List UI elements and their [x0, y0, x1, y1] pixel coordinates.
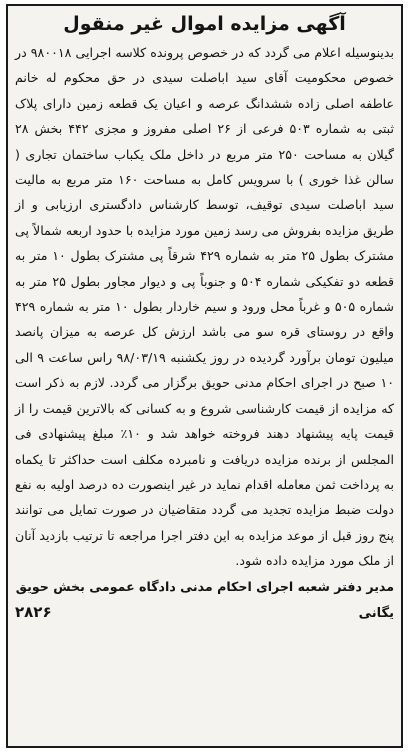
notice-title: آگهی مزایده اموال غیر منقول — [63, 13, 346, 35]
notice-body: بدینوسیله اعلام می گردد که در خصوص پرونده کلاسه اجرایی ۹۸۰۰۱۸ در خصوص محکومیت آقای سید ابا‌صلت سیدی در حق محکوم له خانم عاطفه اصلی زاده ششدانگ عرصه و اعیان یک قطعه زمین دارای پلاک ثبتی به شماره ۵۰۳ فرعی از ۲۶ اصلی مفروز و مجزی ۴۴۲ بخش ۲۸ گیلان به مساحت ۲۵۰ متر مربع در داخل ملک یکباب ساختمان تجاری ( سالن غذا خوری ) با سرویس کامل به مساحت ۱۶۰ متر مربع به مالیت سید اباصلت سیدی توقیف، توسط کارشناس دادگستری ارزیابی و از طریق مزایده بفروش می رسد زمین مورد مزایده با حدود اربعه شمالاً پی مشترک بطول ۲۵ متر به شماره ۴۲۹ شرقاً پی مشترک بطول ۱۰ متر به قطعه دو تفکیکی شماره ۵۰۴ و جنوباً پی و دیوار مجاور بطول ۲۵ متر به شماره ۵۰۵ و غرباً محل ورود و سیم خاردار بطول ۱۰ متر به شماره ۴۲۹ واقع در روستای قره سو می باشد ارزش کل عرصه به میزان پانصد میلیون تومان برآورد گردیده در روز یکشنبه ۹۸/۰۳/۱۹ راس ساعت ۹ الی ۱۰ صبح در اجرای احکام مدنی حویق برگزار می گردد. لازم به ذکر است که مزایده از قیمت کارشناسی شروع و به کسانی که بالاترین قیمت را از قیمت پایه پیشنهاد دهند فروخته خواهد شد و ۱۰٪ مبلغ پیشنهادی فی المجلس از برنده مزایده دریافت و نامبرده مکلف است حداکثر تا یکماه به پرداخت ثمن معامله اقدام نماید در غیر اینصورت ده درصد اولیه به نفع دولت ضبط مزایده تجدید می گردد متقاضیان در صورت تمایل می توانند پنج روز قبل از موعد مزایده به این دفتر اجرا مراجعه تا ترتیب بازدید آنان از ملک مورد مزایده داده شود. — [15, 45, 395, 569]
notice-footer — [15, 599, 394, 627]
signature-name: یگانی — [358, 605, 394, 621]
reference-number: ۲۸۲۶ — [15, 602, 52, 621]
signature-line: مدیر دفتر شعبه اجرای احکام مدنی دادگاه عمومی بخش حویق — [15, 578, 394, 594]
auction-notice — [6, 4, 403, 748]
